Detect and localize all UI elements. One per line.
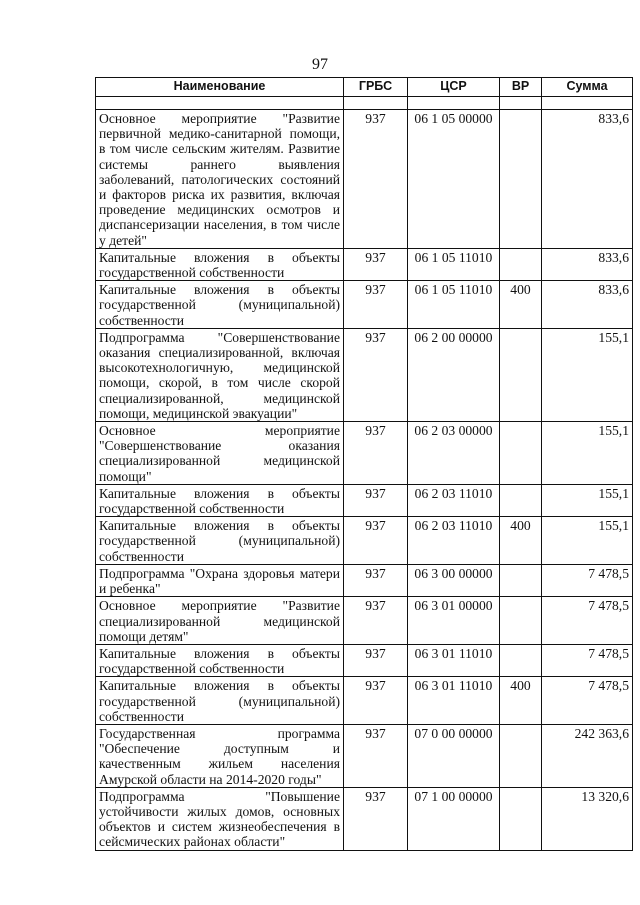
row-csr: 06 1 05 11010 — [408, 281, 500, 329]
table-row — [96, 248, 633, 280]
row-csr: 06 2 03 11010 — [408, 517, 500, 565]
row-sum: 833,6 — [542, 248, 633, 280]
row-sum: 833,6 — [542, 110, 633, 249]
table-row — [96, 597, 633, 645]
table-row — [96, 422, 633, 485]
table-row — [96, 787, 633, 850]
row-name: Капитальные вложения в объекты государственной собственности — [96, 248, 344, 280]
row-grbs: 937 — [344, 517, 408, 565]
header-csr: ЦСР — [408, 78, 500, 97]
row-vr — [500, 248, 542, 280]
row-sum: 7 478,5 — [542, 677, 633, 725]
row-csr: 06 3 01 00000 — [408, 597, 500, 645]
row-csr: 06 1 05 00000 — [408, 110, 500, 249]
row-sum: 7 478,5 — [542, 644, 633, 676]
row-vr — [500, 597, 542, 645]
row-name: Государственная программа "Обеспечение доступным и качественным жильем населения Амурской области на 2014-2020 годы" — [96, 724, 344, 787]
row-csr: 07 1 00 00000 — [408, 787, 500, 850]
table-row — [96, 110, 633, 249]
table-row — [96, 564, 633, 596]
row-vr — [500, 484, 542, 516]
row-grbs: 937 — [344, 281, 408, 329]
row-vr — [500, 644, 542, 676]
row-vr: 400 — [500, 517, 542, 565]
row-csr: 06 3 01 11010 — [408, 677, 500, 725]
table-row — [96, 328, 633, 421]
row-vr — [500, 724, 542, 787]
table-row — [96, 724, 633, 787]
row-vr — [500, 422, 542, 485]
row-name: Капитальные вложения в объекты государственной (муниципальной) собственности — [96, 517, 344, 565]
row-csr: 07 0 00 00000 — [408, 724, 500, 787]
row-vr — [500, 787, 542, 850]
row-sum: 155,1 — [542, 517, 633, 565]
row-grbs: 937 — [344, 787, 408, 850]
row-grbs: 937 — [344, 328, 408, 421]
row-name: Капитальные вложения в объекты государственной (муниципальной) собственности — [96, 677, 344, 725]
row-grbs: 937 — [344, 644, 408, 676]
row-name: Капитальные вложения в объекты государственной собственности — [96, 484, 344, 516]
row-csr: 06 3 01 11010 — [408, 644, 500, 676]
row-name: Подпрограмма "Совершенствование оказания специализированной, включая высокотехнологичную, медицинской помощи, скорой, в том числе скорой специализированной, медицинской помощи, медицинской эвакуации" — [96, 328, 344, 421]
row-sum: 242 363,6 — [542, 724, 633, 787]
row-grbs: 937 — [344, 110, 408, 249]
row-vr: 400 — [500, 281, 542, 329]
row-csr: 06 2 03 11010 — [408, 484, 500, 516]
header-vr: ВР — [500, 78, 542, 97]
row-csr: 06 1 05 11010 — [408, 248, 500, 280]
table-row — [96, 281, 633, 329]
table-header-row — [96, 78, 633, 97]
row-grbs: 937 — [344, 597, 408, 645]
row-sum: 7 478,5 — [542, 564, 633, 596]
row-grbs: 937 — [344, 677, 408, 725]
row-vr: 400 — [500, 677, 542, 725]
row-name: Подпрограмма "Охрана здоровья матери и ребенка" — [96, 564, 344, 596]
table-row — [96, 484, 633, 516]
row-sum: 13 320,6 — [542, 787, 633, 850]
row-name: Основное мероприятие "Совершенствование оказания специализированной медицинской помощи" — [96, 422, 344, 485]
header-grbs: ГРБС — [344, 78, 408, 97]
table-row — [96, 677, 633, 725]
row-sum: 155,1 — [542, 484, 633, 516]
row-sum: 833,6 — [542, 281, 633, 329]
row-name: Основное мероприятие "Развитие специализированной медицинской помощи детям" — [96, 597, 344, 645]
row-csr: 06 2 03 00000 — [408, 422, 500, 485]
row-grbs: 937 — [344, 724, 408, 787]
row-name: Подпрограмма "Повышение устойчивости жилых домов, основных объектов и систем жизнеобеспечения в сейсмических районах области" — [96, 787, 344, 850]
row-vr — [500, 328, 542, 421]
header-sum: Сумма — [542, 78, 633, 97]
table-row — [96, 644, 633, 676]
header-name: Наименование — [96, 78, 344, 97]
row-sum: 155,1 — [542, 422, 633, 485]
row-grbs: 937 — [344, 564, 408, 596]
row-grbs: 937 — [344, 248, 408, 280]
row-sum: 155,1 — [542, 328, 633, 421]
page-number: 97 — [312, 56, 328, 73]
row-csr: 06 2 00 00000 — [408, 328, 500, 421]
row-grbs: 937 — [344, 422, 408, 485]
row-vr — [500, 110, 542, 249]
row-name: Капитальные вложения в объекты государственной собственности — [96, 644, 344, 676]
row-name: Капитальные вложения в объекты государственной (муниципальной) собственности — [96, 281, 344, 329]
empty-row — [96, 97, 633, 110]
row-grbs: 937 — [344, 484, 408, 516]
row-vr — [500, 564, 542, 596]
budget-table — [95, 77, 633, 851]
row-csr: 06 3 00 00000 — [408, 564, 500, 596]
table-row — [96, 517, 633, 565]
row-sum: 7 478,5 — [542, 597, 633, 645]
row-name: Основное мероприятие "Развитие первичной медико-санитарной помощи, в том числе сельским жителям. Развитие системы раннего выявления заболеваний, патологических состояний и факторов риска их развития, включая проведение медицинских осмотров и диспансеризации населения, в том числе у детей" — [96, 110, 344, 249]
